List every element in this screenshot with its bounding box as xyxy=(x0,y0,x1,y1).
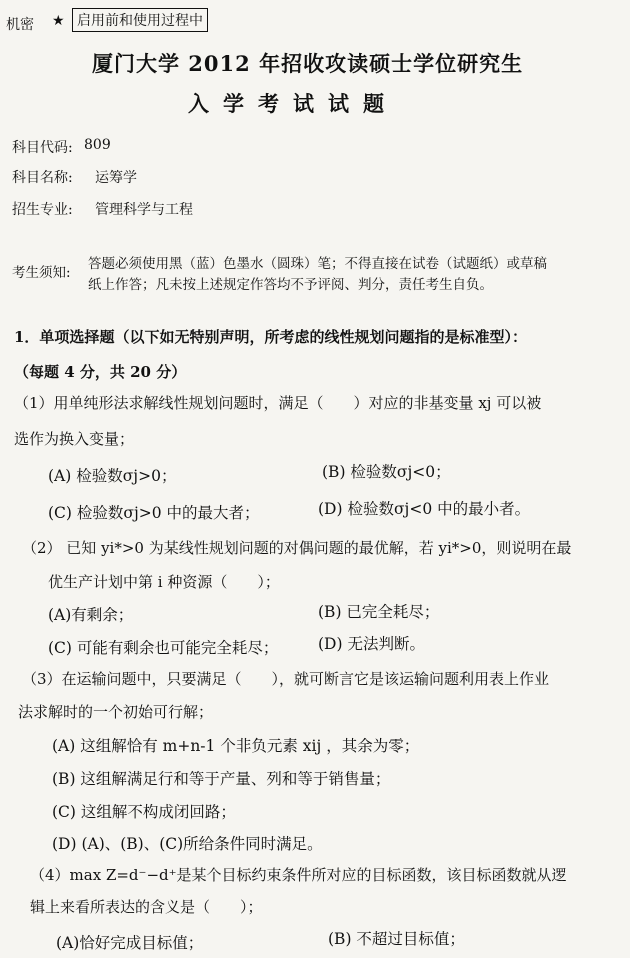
notice-line-1: 答题必须使用黑（蓝）色墨水（圆珠）笔；不得直接在试卷（试题纸）或草稿 xyxy=(88,256,547,272)
star-icon: ★ xyxy=(52,13,65,29)
q3-option-c: (C) 这组解不构成闭回路； xyxy=(52,803,236,821)
q4-option-a: (A)恰好完成目标值； xyxy=(56,934,204,952)
q3-stem-line-2: 法求解时的一个初始可行解； xyxy=(18,703,214,721)
secret-label: 机密 xyxy=(6,17,34,33)
subject-name-label: 科目名称: xyxy=(12,170,73,186)
q1-option-b: (B) 检验数σj<0； xyxy=(322,463,451,481)
major-value: 管理科学与工程 xyxy=(95,202,193,218)
q4-stem-line-1: （4）max Z=d⁻−d⁺是某个目标约束条件所对应的目标函数，该目标函数就从逻 xyxy=(30,866,567,884)
notice-label: 考生须知: xyxy=(12,265,71,281)
status-box: 启用前和使用过程中 xyxy=(72,8,208,32)
q1-option-c: (C) 检验数σj>0 中的最大者； xyxy=(48,504,260,522)
q1-option-a: (A) 检验数σj>0； xyxy=(48,467,177,485)
q3-option-b: (B) 这组解满足行和等于产量、列和等于销售量； xyxy=(52,770,391,788)
subject-name-value: 运筹学 xyxy=(95,170,137,186)
q1-stem-line-1: （1）用单纯形法求解线性规划问题时，满足（ ）对应的非基变量 xj 可以被 xyxy=(14,394,542,412)
q2-option-d: (D) 无法判断。 xyxy=(318,635,425,653)
section-score: （每题 4 分，共 20 分） xyxy=(14,363,187,381)
exam-title: 厦门大学 2012 年招收攻读硕士学位研究生 xyxy=(92,51,524,76)
q2-stem-line-2: 优生产计划中第 i 种资源（ ）； xyxy=(48,573,280,591)
q2-stem-line-1: （2） 已知 yi*>0 为某线性规划问题的对偶问题的最优解，若 yi*>0，则说明在最 xyxy=(22,539,572,557)
q4-stem-line-2: 辑上来看所表达的含义是（ ）； xyxy=(30,898,263,916)
q1-option-d: (D) 检验数σj<0 中的最小者。 xyxy=(318,500,531,518)
q2-option-c: (C) 可能有剩余也可能完全耗尽； xyxy=(48,639,279,657)
subject-code-label: 科目代码: xyxy=(12,140,73,156)
q2-option-b: (B) 已完全耗尽； xyxy=(318,603,440,621)
q3-option-d: (D) (A)、(B)、(C)所给条件同时满足。 xyxy=(52,835,323,853)
q2-option-a: (A)有剩余； xyxy=(48,606,134,624)
q4-option-b: (B) 不超过目标值； xyxy=(328,930,465,948)
exam-subtitle: 入学考试试题 xyxy=(188,91,398,116)
section-title: 1．单项选择题（以下如无特别声明，所考虑的线性规划问题指的是标准型）： xyxy=(14,328,527,346)
notice-line-2: 纸上作答；凡未按上述规定作答均不予评阅、判分，责任考生自负。 xyxy=(88,277,493,293)
major-label: 招生专业: xyxy=(12,202,73,218)
q3-option-a: (A) 这组解恰有 m+n-1 个非负元素 xij ，其余为零； xyxy=(52,737,420,755)
subject-code-value: 809 xyxy=(84,137,111,153)
q1-stem-line-2: 选作为换入变量； xyxy=(14,430,135,448)
q3-stem-line-1: （3）在运输问题中，只要满足（ ），就可断言它是该运输问题利用表上作业 xyxy=(22,670,550,688)
